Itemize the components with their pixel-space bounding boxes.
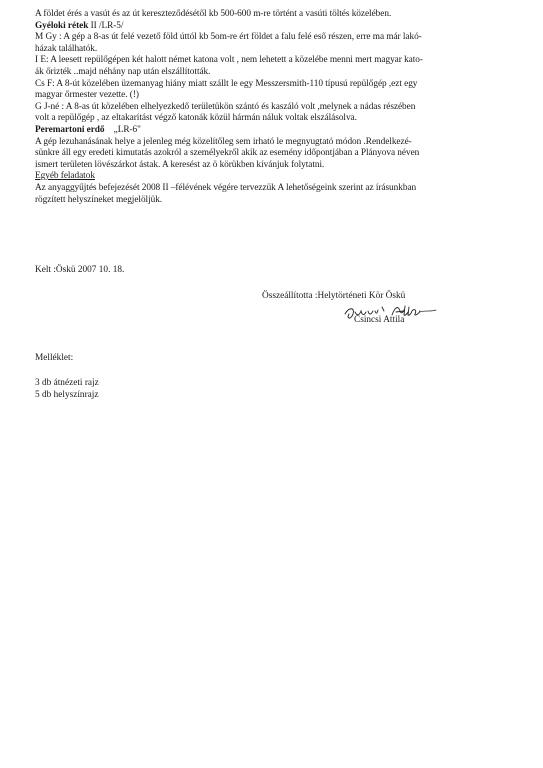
heading-code: II /LR-5/ — [88, 20, 124, 31]
text-line: rögzített helyszíneket megjelöljük. — [35, 194, 163, 205]
signer-name: Csincsi Attila — [354, 315, 405, 325]
text-line: Az anyaggyűjtés befejezését 2008 II –félévének végére tervezzük A lehetőségeink szerint az írásunkban — [35, 182, 417, 193]
compiled-by: Összeállította :Helytörténeti Kör Öskü — [262, 291, 406, 301]
attachments-title: Melléklet: — [35, 353, 74, 363]
section-heading-gyeloki — [35, 21, 517, 33]
attachment-item: 3 db átnézeti rajz — [35, 378, 99, 388]
text-line: házak találhatók. — [35, 43, 98, 54]
heading-bold: Peremartoni erdő — [35, 124, 105, 135]
text-line: sünkre áll egy eredeti kimutatás azokról a személyekről akik az esemény időpontjában a Plányova néven — [35, 148, 420, 159]
text-line: G J-né : A 8-as út közelében elhelyezkedő területükön szántó és kaszáló volt ,melynek a nádas részében — [35, 101, 416, 112]
report-body — [35, 9, 517, 206]
text-line: A gép lezuhanásának helye a jelenleg még közelítőleg sem irható le megnyugtató módon .Rendelkezé- — [35, 136, 412, 147]
attachments-list — [35, 378, 99, 401]
text-line: volt a repülőgép , az eltakarítást végző katonák közül hármán náluk voltak elszálásolva. — [35, 113, 357, 124]
text-line: ák őrizték ..majd néhány nap után elszállították. — [35, 66, 211, 77]
heading-code: „LR-6" — [104, 124, 141, 135]
section-heading-peremartoni — [35, 125, 517, 137]
text-line: Cs F: A 8-út közelében üzemanyag hiány miatt szállt le egy Messzersmith-110 típusú repülőgép ,ezt egy — [35, 78, 418, 89]
heading-bold: Gyéloki rétek — [35, 20, 89, 31]
attachment-item: 5 db helyszínrajz — [35, 389, 99, 400]
text-line: magyar őrmester vezette. (!) — [35, 90, 139, 101]
section-heading-other-tasks: Egyéb feladatok — [35, 171, 95, 182]
issue-date: Kelt :Öskü 2007 10. 18. — [35, 265, 125, 275]
text-line: I E: A leesett repülőgépen két halott német katona volt , nem lehetett a közelébe menni mert magyar kato- — [35, 55, 423, 66]
text-line: ismert területen lövészárkot ástak. A keresést az ö körükben kívánjuk folytatni. — [35, 159, 325, 170]
text-line: A földet érés a vasút és az út kereszteződésétől kb 500-600 m-re történt a vasúti töltés közelében. — [35, 9, 392, 19]
text-line: M Gy : A gép a 8-as út felé vezető föld úttól kb 5om-re ért földet a falu felé eső részen, erre ma már lakó- — [35, 32, 422, 43]
